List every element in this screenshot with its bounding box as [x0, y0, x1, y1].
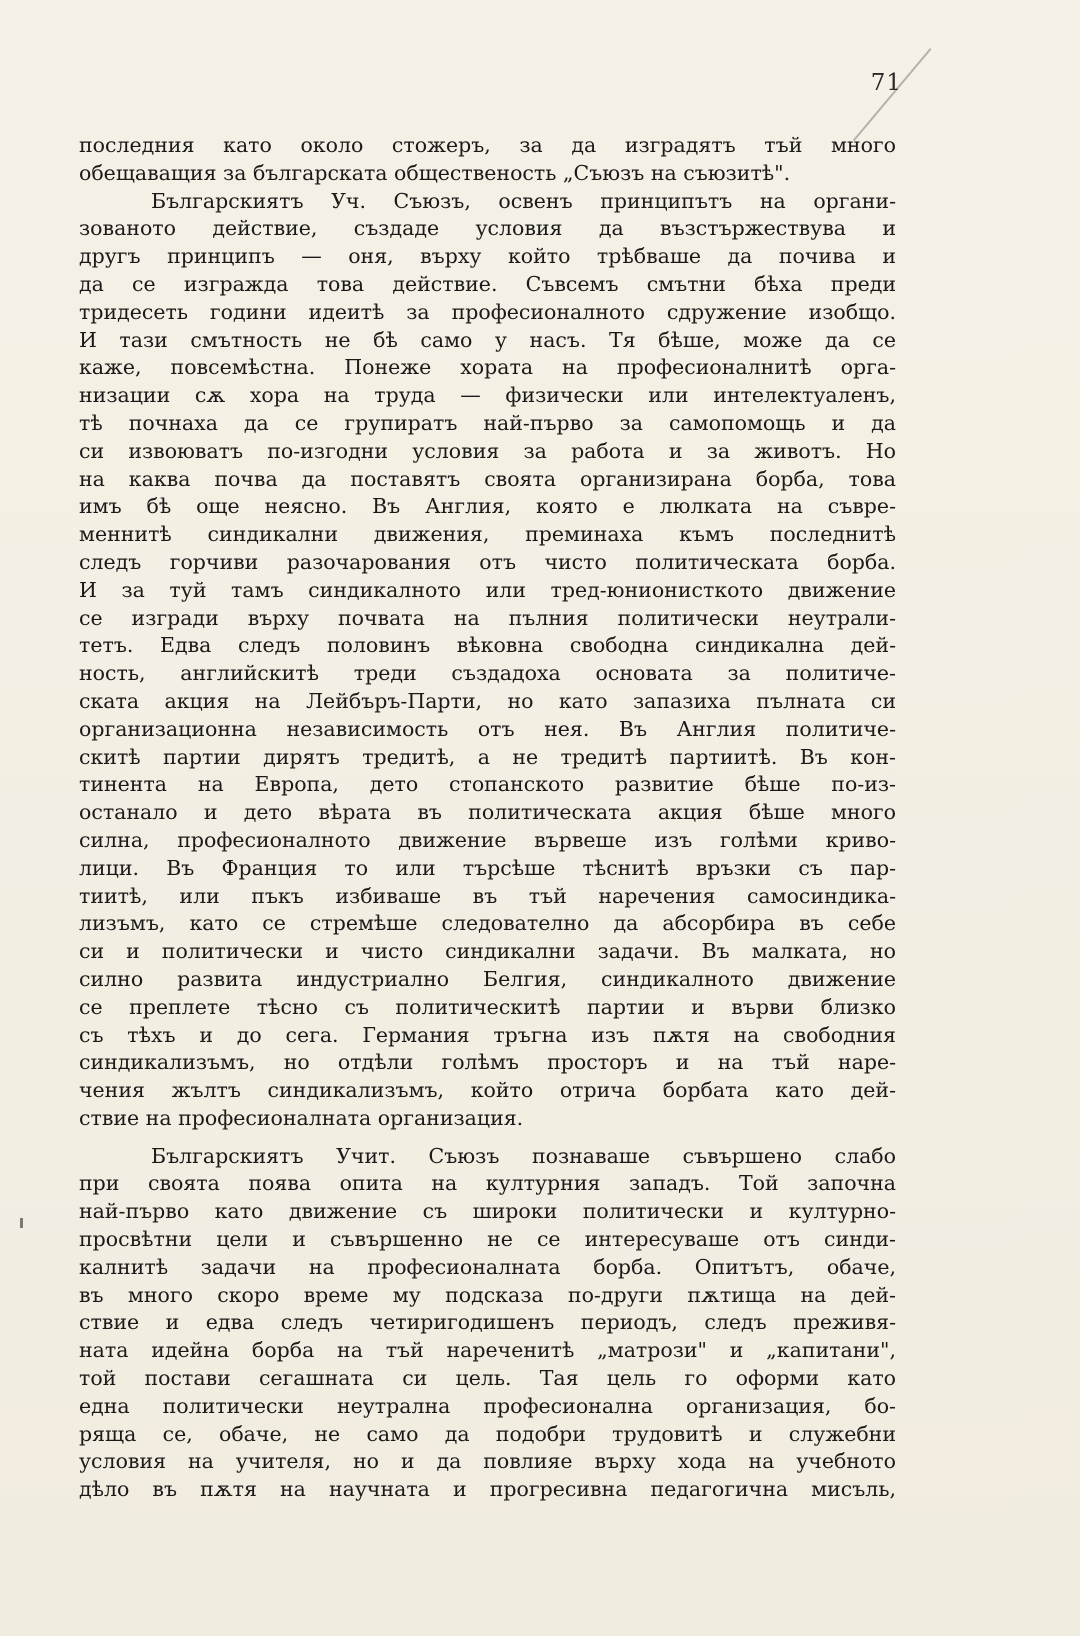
text-line: другъ принципъ — оня, върху който трѣбваше да почива и	[79, 244, 896, 269]
text-line: Българскиятъ Уч. Съюзъ, освенъ принципътъ на органи-	[151, 188, 896, 213]
text-line: силна, професионалното движение вървеше изъ голѣми криво-	[79, 827, 896, 852]
paragraph-3	[79, 1143, 896, 1504]
text-line: каже, повсемѣстна. Понеже хората на професионалнитѣ орга-	[79, 355, 896, 380]
text-line: зованото действие, създаде условия да възстържествува и	[79, 216, 896, 241]
text-line: той постави сегашната си цель. Тая цель го оформи като	[79, 1366, 896, 1391]
text-line: ряща се, обаче, не само да подобри трудовитѣ и служебни	[79, 1421, 896, 1446]
text-line: организационна независимость отъ нея. Въ Англия политиче-	[79, 716, 896, 741]
text-line: следъ горчиви разочарования отъ чисто политическата борба.	[79, 549, 896, 574]
text-line: силно развита индустриално Белгия, синдикалното движение	[79, 966, 896, 991]
text-line: лици. Въ Франция то или търсѣше тѣснитѣ връзки съ пар-	[79, 855, 896, 880]
text-line: имъ бѣ още неясно. Въ Англия, която е люлката на съвре-	[79, 494, 896, 519]
text-line: дѣло въ пѫтя на научната и прогресивна педагогична мисъль,	[79, 1477, 896, 1502]
text-line: тинента на Европа, дето стопанското развитие бѣше по-из-	[79, 772, 896, 797]
text-line: тетъ. Едва следъ половинъ вѣковна свободна синдикална дей-	[79, 633, 896, 658]
text-line: ната идейна борба на тъй нареченитѣ „матрози" и „капитани",	[79, 1338, 896, 1363]
text-line: И за туй тамъ синдикалното или тред-юнионисткото движение	[79, 577, 896, 602]
text-line: една политически неутрална професионална организация, бо-	[79, 1393, 896, 1418]
text-line: се изгради върху почвата на пълния политически неутрали-	[79, 605, 896, 630]
text-line: останало и дето вѣрата въ политическата акция бѣше много	[79, 800, 896, 825]
text-line: И тази смътность не бѣ само у насъ. Тя бѣше, може да се	[79, 327, 896, 352]
text-line: скитѣ партии дирятъ тредитѣ, а не тредитѣ партиитѣ. Въ кон-	[79, 744, 896, 769]
text-line: Българскиятъ Учит. Съюзъ познаваше съвършено слабо	[151, 1143, 896, 1168]
text-line: чения жълтъ синдикализъмъ, който отрича борбата като дей-	[79, 1078, 896, 1103]
text-line: меннитѣ синдикални движения, преминаха къмъ последнитѣ	[79, 522, 896, 547]
text-line: ность, английскитѣ треди създадоха основата за политиче-	[79, 661, 896, 686]
text-line: тѣ почнаха да се групиратъ най-първо за самопомощь и да	[79, 410, 896, 435]
text-line: последния като около стожеръ, за да изградятъ тъй много	[79, 133, 896, 157]
text-line: при своята поява опита на културния западъ. Той започна	[79, 1171, 896, 1196]
page-number: 71	[870, 70, 902, 96]
text-body	[79, 132, 896, 1504]
text-line: просвѣтни цели и съвършенно не се интересуваше отъ синди-	[79, 1227, 896, 1252]
text-line: ската акция на Лейбъръ-Парти, но като запазиха пълната си	[79, 688, 896, 713]
text-line: ствие и едва следъ четиригодишенъ периодъ, следъ преживя-	[79, 1310, 896, 1335]
text-line: лизъмъ, като се стремѣше следователно да абсорбира въ себе	[79, 911, 896, 936]
text-line: се преплете тѣсно съ политическитѣ партии и върви близко	[79, 994, 896, 1019]
text-line: си и политически и чисто синдикални задачи. Въ малката, но	[79, 939, 896, 964]
margin-speck	[20, 1218, 23, 1228]
text-line: условия на учителя, но и да повлияе върху хода на учебното	[79, 1449, 896, 1474]
text-line: тридесеть години идеитѣ за професионалното сдружение изобщо.	[79, 299, 896, 324]
text-line: синдикализъмъ, но отдѣли голѣмъ просторъ и на тъй наре-	[79, 1050, 896, 1075]
text-line: на каква почва да поставятъ своята организирана борба, това	[79, 466, 896, 491]
paragraph-2	[79, 188, 896, 1133]
text-line: най-първо като движение съ широки политически и културно-	[79, 1199, 896, 1224]
paragraph-1	[79, 132, 896, 188]
text-line: си извоюватъ по-изгодни условия за работа и за животъ. Но	[79, 438, 896, 463]
text-line: калнитѣ задачи на професионалната борба. Опитътъ, обаче,	[79, 1254, 896, 1279]
text-line: съ тѣхъ и до сега. Германия тръгна изъ пѫтя на свободния	[79, 1022, 896, 1047]
text-line: обещаващия за българската общественость „Съюзъ на съюзитѣ".	[79, 160, 791, 185]
paragraph-gap	[79, 1133, 896, 1143]
text-line: да се изгражда това действие. Съвсемъ смътни бѣха преди	[79, 271, 896, 296]
text-line: ствие на професионалната организация.	[79, 1105, 524, 1130]
text-line: въ много скоро време му подсказа по-други пѫтища на дей-	[79, 1282, 896, 1307]
text-line: низации сѫ хора на труда — физически или интелектуаленъ,	[79, 383, 896, 408]
text-line: тиитѣ, или пъкъ избиваше въ тъй наречения самосиндика-	[79, 883, 896, 908]
